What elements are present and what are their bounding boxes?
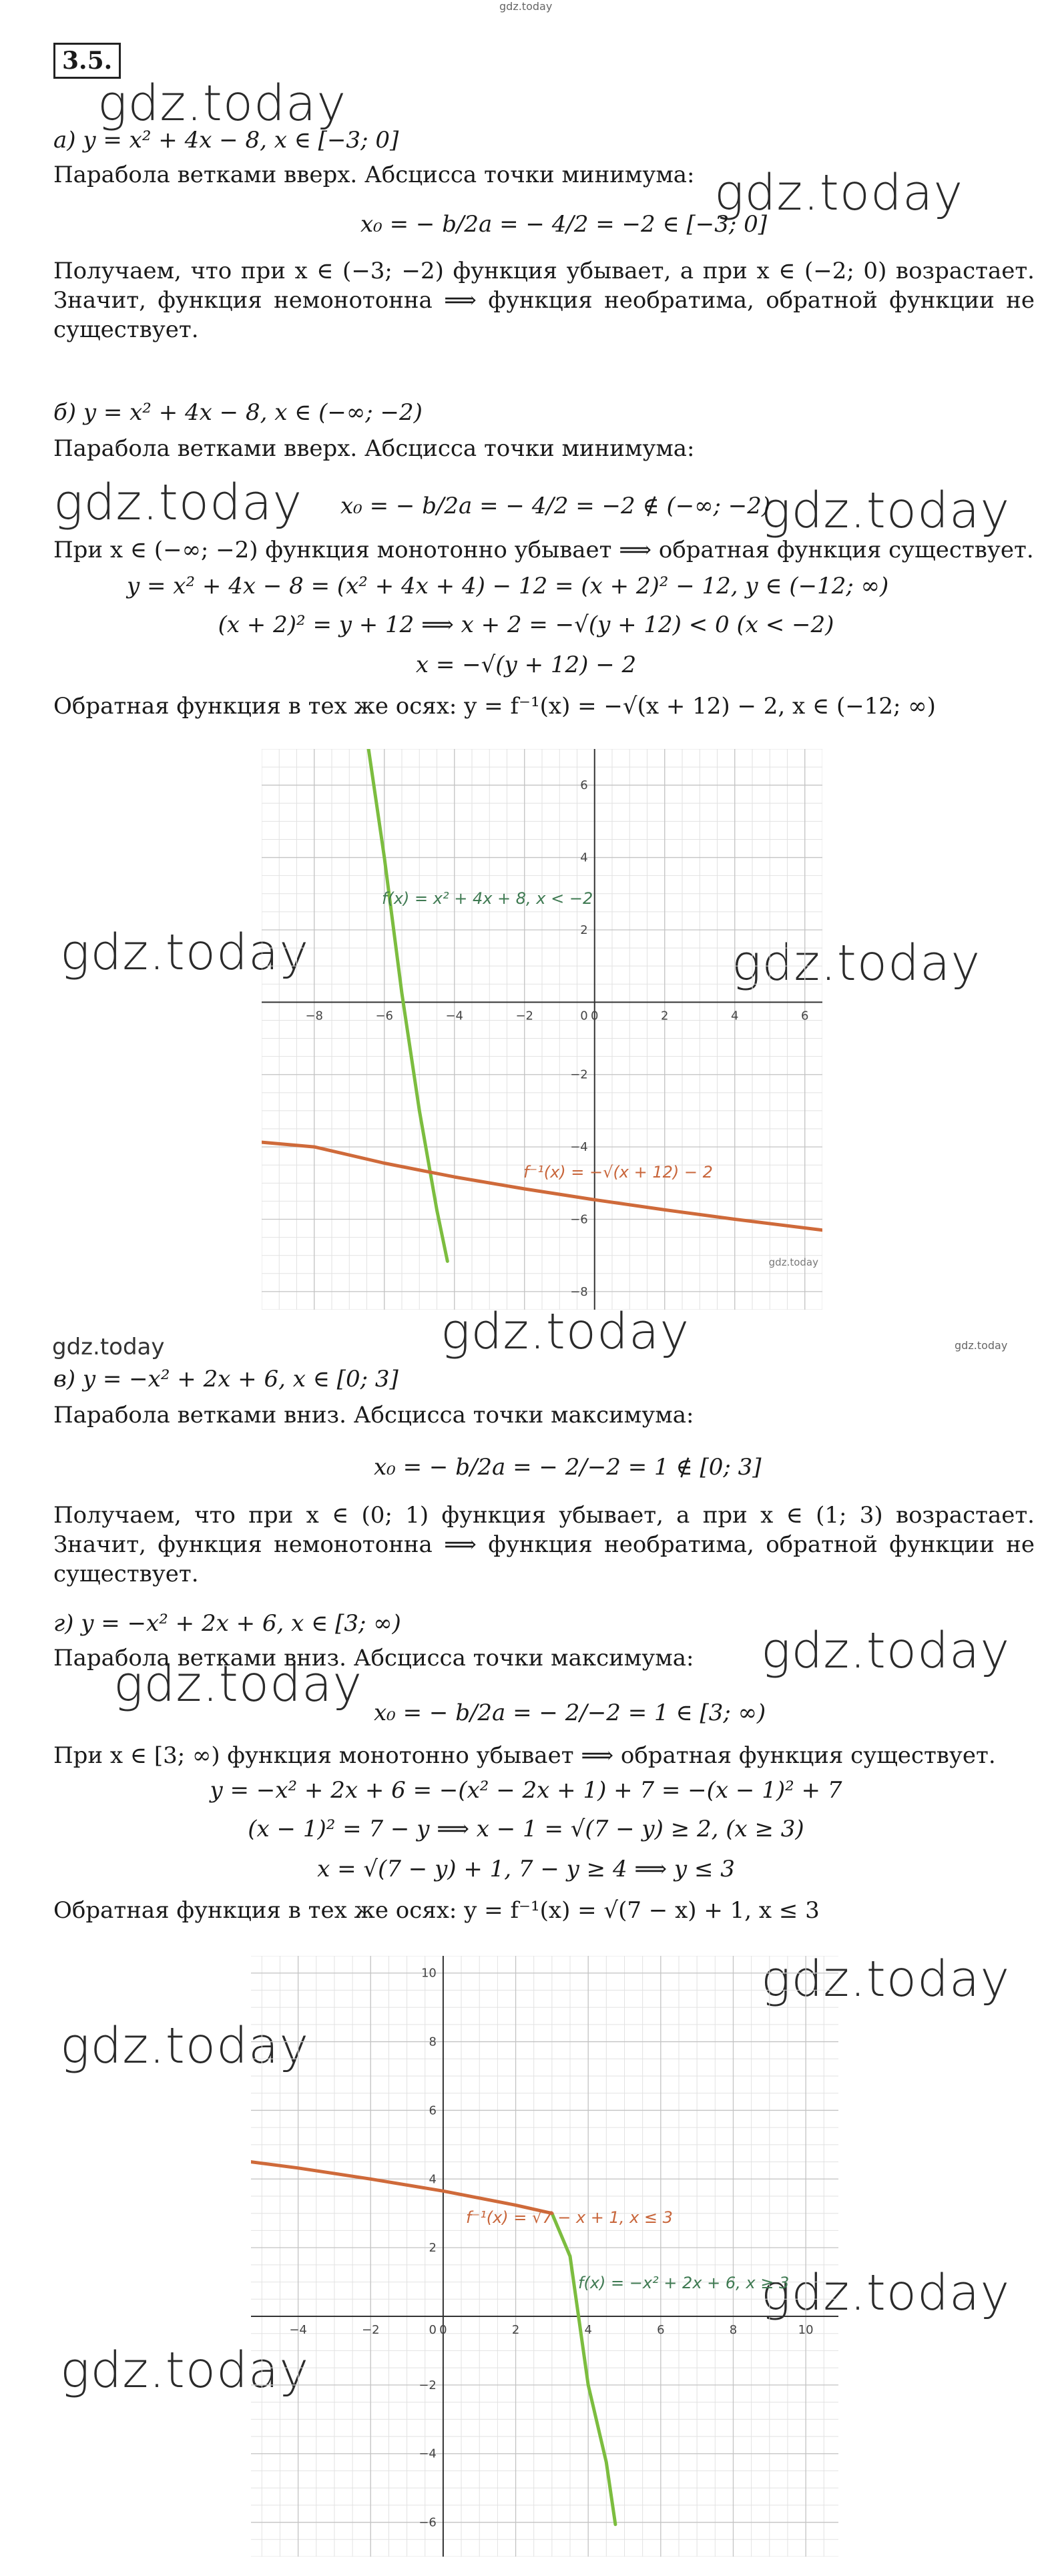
x-tick-label: 0 [591, 1009, 599, 1023]
part-b-eq1: y = x² + 4x − 8 = (x² + 4x + 4) − 12 = (x + 2)² − 12, y ∈ (−12; ∞) [127, 573, 889, 599]
part-b-monotone: При x ∈ (−∞; −2) функция монотонно убывает ⟹ обратная функция существует. [53, 537, 1034, 563]
x-tick-label: 4 [731, 1009, 739, 1023]
part-g-heading: г) y = −x² + 2x + 6, x ∈ [3; ∞) [53, 1610, 401, 1637]
part-v-formula: x₀ = − b/2a = − 2/−2 = 1 ∉ [0; 3] [374, 1454, 762, 1481]
series-f-line [368, 749, 447, 1261]
part-b-eq2: (x + 2)² = y + 12 ⟹ x + 2 = −√(y + 12) < 0 (x < −2) [218, 611, 834, 638]
y-tick-label: 8 [429, 2035, 437, 2049]
y-tick-label: 10 [421, 1966, 437, 1981]
part-b-heading: б) y = x² + 4x − 8, x ∈ (−∞; −2) [53, 399, 423, 426]
part-a-text: Парабола ветками вверх. Абсцисса точки минимума: [53, 162, 695, 188]
part-a-formula: x₀ = − b/2a = − 4/2 = −2 ∈ [−3; 0] [360, 211, 767, 238]
series-finv-line [251, 2162, 552, 2214]
part-g-monotone: При x ∈ [3; ∞) функция монотонно убывает ⟹ обратная функция существует. [53, 1742, 996, 1769]
f-label: f(x) = x² + 4x + 8, x < −2 [382, 889, 593, 908]
watermark: gdz.today [732, 935, 981, 992]
watermark: gdz.today [761, 1622, 1011, 1680]
chart-watermark: gdz.today [768, 1256, 818, 1268]
watermark: gdz.today [761, 482, 1011, 539]
part-g-eq3: x = √(7 − y) + 1, 7 − y ≥ 4 ⟹ y ≤ 3 [317, 1856, 735, 1882]
part-v-text: Парабола ветками вниз. Абсцисса точки максимума: [53, 1402, 694, 1429]
x-tick-label: 6 [801, 1009, 809, 1023]
x-tick-label: 4 [584, 2323, 592, 2337]
x-tick-label: −6 [375, 1009, 394, 1023]
watermark: gdz.today [60, 2017, 310, 2075]
y-tick-label: −2 [419, 2378, 437, 2392]
y-tick-label: 4 [580, 850, 588, 865]
part-a-paragraph: Получаем, что при x ∈ (−3; −2) функция убывает, а при x ∈ (−2; 0) возрастает. Значит, функция немонотонна ⟹ функция необратима, обратной функции не существует. [53, 258, 1035, 343]
y-tick-label: −4 [419, 2446, 437, 2461]
part-a-heading: а) y = x² + 4x − 8, x ∈ [−3; 0] [53, 127, 399, 154]
origin-label: 0 [580, 1009, 588, 1023]
series-f-line [552, 2214, 615, 2525]
watermark: gdz.today [113, 1655, 363, 1713]
part-v-heading: в) y = −x² + 2x + 6, x ∈ [0; 3] [53, 1366, 399, 1392]
watermark: gdz.today [761, 2264, 1011, 2322]
part-g-formula: x₀ = − b/2a = − 2/−2 = 1 ∈ [3; ∞) [374, 1700, 766, 1726]
y-tick-label: −4 [570, 1140, 588, 1155]
part-g-eq1: y = −x² + 2x + 6 = −(x² − 2x + 1) + 7 = −(x − 1)² + 7 [210, 1777, 842, 1804]
top-watermark: gdz.today [499, 0, 553, 13]
watermark: gdz.today [60, 2342, 310, 2399]
y-tick-label: 2 [429, 2241, 437, 2256]
part-b-inverse: Обратная функция в тех же осях: y = f⁻¹(x) = −√(x + 12) − 2, x ∈ (−12; ∞) [53, 693, 936, 720]
x-tick-label: 6 [657, 2323, 665, 2337]
watermark-small: gdz.today [955, 1339, 1008, 1352]
y-tick-label: 6 [580, 778, 588, 793]
y-tick-label: −6 [419, 2515, 437, 2530]
watermark: gdz.today [60, 924, 310, 981]
watermark: gdz.today [761, 1951, 1011, 2008]
part-g-text: Парабола ветками вниз. Абсцисса точки максимума: [53, 1645, 694, 1671]
x-tick-label: 10 [798, 2323, 814, 2337]
x-tick-label: 0 [439, 2323, 447, 2337]
y-tick-label: 2 [580, 923, 588, 937]
part-b-text: Парабола ветками вверх. Абсцисса точки минимума: [53, 435, 695, 462]
x-tick-label: −4 [289, 2323, 307, 2337]
x-tick-label: −2 [361, 2323, 380, 2337]
watermark: gdz.today [97, 75, 347, 132]
x-tick-label: 8 [729, 2323, 738, 2337]
origin-label: 0 [429, 2323, 437, 2337]
task-number: 3.5. [53, 43, 121, 79]
watermark: gdz.today [714, 164, 964, 222]
chart-b [262, 749, 822, 1310]
part-v-paragraph: Получаем, что при x ∈ (0; 1) функция убывает, а при x ∈ (1; 3) возрастает. Значит, функция немонотонна ⟹ функция необратима, обратной функции не существует. [53, 1502, 1035, 1587]
x-tick-label: 2 [661, 1009, 669, 1023]
part-g-inverse: Обратная функция в тех же осях: y = f⁻¹(x) = √(7 − x) + 1, x ≤ 3 [53, 1897, 820, 1924]
x-tick-label: −8 [305, 1009, 324, 1023]
chart-g [251, 1956, 838, 2557]
y-tick-label: −2 [570, 1067, 588, 1082]
y-tick-label: 6 [429, 2103, 437, 2118]
x-tick-label: 2 [511, 2323, 520, 2337]
finv-label: f⁻¹(x) = −√(x + 12) − 2 [523, 1163, 713, 1182]
y-tick-label: −6 [570, 1212, 588, 1227]
x-tick-label: −2 [515, 1009, 534, 1023]
x-tick-label: −4 [445, 1009, 464, 1023]
finv-label: f⁻¹(x) = √7 − x + 1, x ≤ 3 [466, 2208, 673, 2227]
y-tick-label: −8 [570, 1284, 588, 1299]
watermark: gdz.today [52, 1334, 165, 1360]
part-g-eq2: (x − 1)² = 7 − y ⟹ x − 1 = √(7 − y) ≥ 2, (x ≥ 3) [248, 1816, 804, 1842]
f-label: f(x) = −x² + 2x + 6, x ≥ 3 [578, 2274, 790, 2292]
y-tick-label: 4 [429, 2172, 437, 2187]
part-b-eq3: x = −√(y + 12) − 2 [415, 652, 637, 678]
watermark: gdz.today [441, 1303, 690, 1360]
part-b-formula: x₀ = − b/2a = − 4/2 = −2 ∉ (−∞; −2) [340, 493, 771, 519]
watermark: gdz.today [53, 474, 303, 531]
